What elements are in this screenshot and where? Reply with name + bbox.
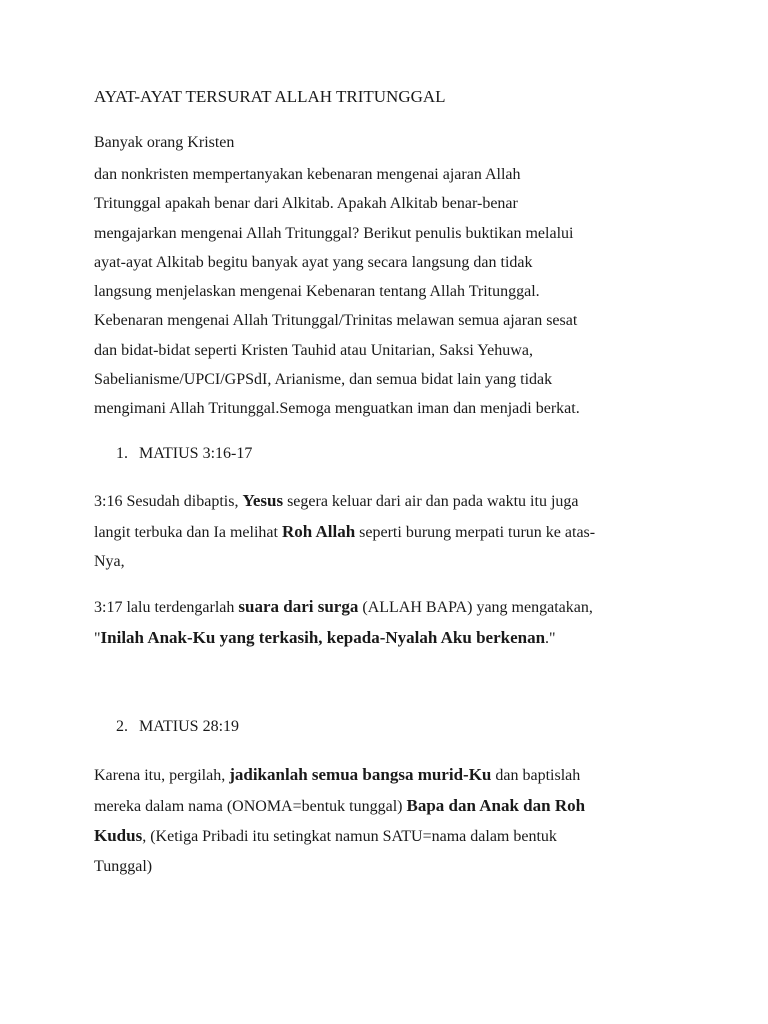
verse-28-19	[94, 760, 585, 881]
verse-text: "	[94, 629, 101, 647]
verse-emphasis: Kudus	[94, 826, 143, 845]
intro-first-line: Banyak orang Kristen	[94, 134, 235, 151]
verse-text: seperti burung merpati turun ke atas-	[355, 523, 596, 541]
section2-heading	[116, 718, 239, 736]
verse-text: segera keluar dari air dan pada waktu itu juga	[283, 493, 579, 510]
section-heading-text: MATIUS 28:19	[139, 718, 240, 735]
section1-heading	[116, 445, 252, 463]
verse-text: dan baptislah	[491, 767, 581, 784]
intro-line: Tritunggal apakah benar dari Alkitab. Apakah Alkitab benar-benar	[94, 195, 518, 213]
verse-emphasis: suara dari surga	[238, 597, 359, 616]
verse-3-16	[94, 486, 595, 577]
verse-text: langit terbuka dan Ia melihat	[94, 523, 282, 541]
verse-emphasis: Bapa dan Anak dan Roh	[406, 795, 586, 815]
verse-text: 3:16 Sesudah dibaptis,	[94, 493, 243, 510]
intro-line: dan bidat-bidat seperti Kristen Tauhid atau Unitarian, Saksi Yehuwa,	[94, 341, 533, 359]
verse-text: ."	[545, 629, 556, 647]
verse-line	[94, 592, 593, 623]
verse-line: Nya,	[94, 553, 125, 570]
intro-line: mengimani Allah Tritunggal.Semoga menguatkan iman dan menjadi berkat.	[94, 400, 580, 418]
verse-emphasis: Roh Allah	[281, 521, 356, 541]
verse-line	[94, 623, 593, 654]
intro-line: dan nonkristen mempertanyakan kebenaran mengenai ajaran Allah	[94, 166, 521, 183]
verse-line	[94, 791, 585, 822]
intro-line: langsung menjelaskan mengenai Kebenaran tentang Allah Tritunggal.	[94, 283, 540, 301]
verse-text: 3:17 lalu terdengarlah	[94, 599, 239, 616]
verse-emphasis: jadikanlah semua bangsa murid-Ku	[229, 765, 492, 784]
intro-line: ayat-ayat Alkitab begitu banyak ayat yang secara langsung dan tidak	[94, 253, 533, 271]
intro-line: Kebenaran mengenai Allah Tritunggal/Trinitas melawan semua ajaran sesat	[94, 312, 578, 330]
verse-text: Karena itu, pergilah,	[94, 767, 230, 784]
document-title: AYAT-AYAT TERSURAT ALLAH TRITUNGGAL	[94, 87, 446, 106]
intro-line: Sabelianisme/UPCI/GPSdI, Arianisme, dan semua bidat lain yang tidak	[94, 371, 553, 389]
verse-line	[94, 821, 585, 852]
list-number: 1.	[116, 445, 128, 462]
verse-emphasis: Yesus	[242, 491, 284, 510]
verse-line	[94, 760, 585, 791]
verse-text: (ALLAH BAPA) yang mengatakan,	[358, 599, 593, 616]
verse-line	[94, 486, 595, 517]
verse-line: Tunggal)	[94, 857, 153, 875]
intro-line: mengajarkan mengenai Allah Tritunggal? Berikut penulis buktikan melalui	[94, 224, 574, 242]
list-number: 2.	[116, 718, 128, 735]
verse-line	[94, 517, 595, 548]
verse-text: , (Ketiga Pribadi itu setingkat namun SATU=nama dalam bentuk	[142, 828, 557, 845]
intro-paragraph	[94, 160, 580, 424]
verse-3-17	[94, 592, 593, 653]
verse-text: mereka dalam nama (ONOMA=bentuk tunggal)	[94, 797, 407, 815]
section-heading-text: MATIUS 3:16-17	[139, 445, 253, 462]
verse-emphasis: Inilah Anak-Ku yang terkasih, kepada-Nyalah Aku berkenan	[100, 627, 546, 647]
